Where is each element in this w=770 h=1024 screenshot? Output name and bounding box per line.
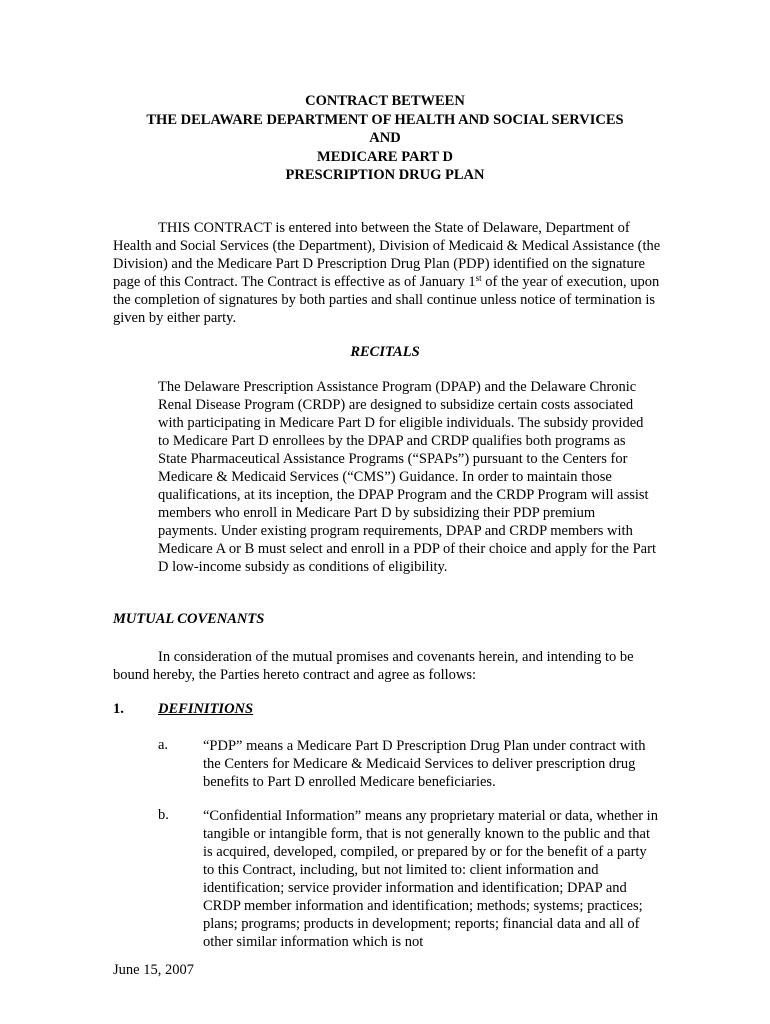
intro-paragraph xyxy=(113,219,661,327)
definitions-section-number: 1. xyxy=(113,701,124,717)
intro-ordinal-suffix: st xyxy=(475,273,482,283)
title-line-1: CONTRACT BETWEEN xyxy=(305,93,465,109)
intro-text-end: of the year of execution, upon the completion of signatures by both parties and shall continue unless notice of termination is given by either party. xyxy=(113,274,660,326)
definition-item-label: b. xyxy=(158,807,169,823)
recitals-heading: RECITALS xyxy=(350,344,420,360)
mutual-covenants-heading: MUTUAL COVENANTS xyxy=(113,611,265,627)
title-line-2: THE DELAWARE DEPARTMENT OF HEALTH AND SOCIAL SERVICES xyxy=(146,111,624,128)
contract-title xyxy=(0,92,770,185)
definition-item-label: a. xyxy=(158,737,169,753)
footer-date: June 15, 2007 xyxy=(113,962,194,978)
definition-pdp-text: “PDP” means a Medicare Part D Prescription Drug Plan under contract with the Centers for Medicare & Medicaid Services to deliver prescription drug benefits to Part D enrolled Medicare beneficiaries. xyxy=(203,738,646,790)
title-line-5: PRESCRIPTION DRUG PLAN xyxy=(285,167,485,184)
mutual-covenants-paragraph: In consideration of the mutual promises and covenants herein, and intending to be bound hereby, the Parties hereto contract and agree as follows: xyxy=(113,649,634,683)
intro-text-start: THIS CONTRACT is entered into between the State of Delaware, Department of Health and Social Services (the Department), Division of Medicaid & Medical Assistance (the Division) and the Medicare Part D Prescription Drug Plan (PDP) identified on the signature page of this Contract. The Contract is effective as of January 1 xyxy=(113,220,661,290)
recitals-paragraph: The Delaware Prescription Assistance Program (DPAP) and the Delaware Chronic Renal Disease Program (CRDP) are designed to subsidize certain costs associated with participating in Medicare Part D for eligible individuals. The subsidy provided to Medicare Part D enrollees by the DPAP and CRDP qualifies both programs as State Pharmaceutical Assistance Programs (“SPAPs”) pursuant to the Centers for Medicare & Medicaid Services (“CMS”) Guidance. In order to maintain those qualifications, at its inception, the DPAP Program and the CRDP Program will assist members who enroll in Medicare Part D by subsidizing their PDP premium payments. Under existing program requirements, DPAP and CRDP members with Medicare A or B must select and enroll in a PDP of their choice and apply for the Part D low-income subsidy as conditions of eligibility. xyxy=(158,379,656,575)
title-line-3: AND xyxy=(369,130,401,147)
definitions-heading: DEFINITIONS xyxy=(158,701,254,717)
title-line-4: MEDICARE PART D xyxy=(317,148,453,165)
definition-confidential-info-text: “Confidential Information” means any proprietary material or data, whether in tangible or intangible form, that is not generally known to the public and that is acquired, developed, compiled, or prepared by or for the benefit of a party to this Contract, including, but not limited to: client information and identification; service provider information and identification; DPAP and CRDP member information and identification; methods; systems; practices; plans; programs; products in development; reports; financial data and all of other similar information which is not xyxy=(203,808,658,950)
